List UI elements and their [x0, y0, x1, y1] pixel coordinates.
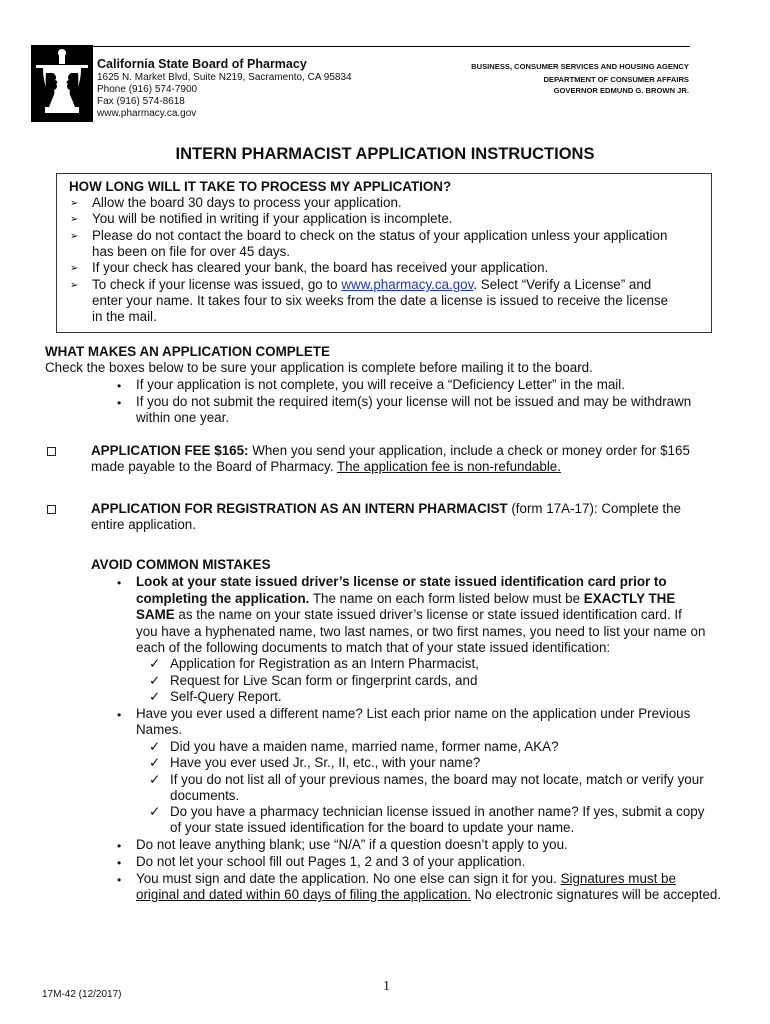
complete-intro: Check the boxes below to be sure your application is complete before mailing it to the board. [45, 360, 593, 375]
check-icon: ✓ [149, 772, 161, 787]
mistake-bullet: Look at your state issued driver’s license or state issued identification card prior to [136, 574, 667, 589]
faq-item [92, 277, 651, 293]
header-rule [93, 46, 690, 47]
plain-text: No electronic signatures will be accepted. [471, 887, 722, 902]
arrow-bullet-icon: ➢ [70, 214, 79, 225]
bullet-icon: • [117, 379, 122, 393]
faq-item-text: To check if your license was issued, go to [92, 277, 338, 292]
org-name: California State Board of Pharmacy [97, 57, 307, 71]
faq-item-text: . Select “Verify a License” and [473, 277, 652, 292]
faq-item: You will be notified in writing if your application is incomplete. [92, 211, 453, 226]
faq-item: Please do not contact the board to check on the status of your application unless your application [92, 228, 668, 243]
org-address: 1625 N. Market Blvd, Suite N219, Sacramento, CA 95834 [97, 72, 352, 83]
check-item: Did you have a maiden name, married name, former name, AKA? [170, 739, 559, 754]
mistake-bullet: Have you ever used a different name? List each prior name on the application under Previous [136, 706, 691, 721]
fee-nonrefundable: The application fee is non-refundable. [336, 459, 561, 474]
check-icon: ✓ [149, 804, 161, 819]
registration-line [91, 501, 681, 517]
faq-item-cont: in the mail. [92, 309, 157, 324]
fee-payable: made payable to the Board of Pharmacy. [91, 459, 337, 474]
bold-text: completing the application. [136, 591, 310, 606]
faq-item-cont: has been on file for over 45 days. [92, 244, 291, 259]
bullet-icon: • [117, 873, 122, 887]
bold-text: SAME [136, 607, 175, 622]
check-item: Self-Query Report. [170, 689, 282, 704]
mistakes-heading: AVOID COMMON MISTAKES [91, 557, 271, 572]
mistake-bullet-cont: each of the following documents to match that of your state issued identification: [136, 640, 611, 655]
fee-line [91, 443, 690, 459]
registration-checkbox[interactable] [47, 505, 56, 514]
complete-heading: WHAT MAKES AN APPLICATION COMPLETE [45, 344, 330, 359]
complete-bullet-cont: within one year. [136, 410, 230, 425]
arrow-bullet-icon: ➢ [70, 263, 79, 274]
plain-text: The name on each form listed below must be [309, 591, 584, 606]
mistake-bullet-cont: Names. [136, 722, 183, 737]
org-website[interactable]: www.pharmacy.ca.gov [97, 108, 197, 119]
bullet-icon: • [117, 708, 122, 722]
plain-text: as the name on your state issued driver’s license or state issued identification card. If [174, 607, 682, 622]
registration-line-2: entire application. [91, 517, 196, 532]
fee-label: APPLICATION FEE $165: [91, 443, 249, 458]
bullet-icon: • [117, 856, 122, 870]
check-item: If you do not list all of your previous names, the board may not locate, match or verify your [170, 772, 704, 787]
fee-checkbox[interactable] [47, 447, 56, 456]
agency-line: BUSINESS, CONSUMER SERVICES AND HOUSING AGENCY [471, 62, 689, 71]
faq-item-cont: enter your name. It takes four to six weeks from the date a license is issued to receive the license [92, 293, 669, 308]
bullet-icon: • [117, 396, 122, 410]
mistake-bullet: Do not leave anything blank; use “N/A” if a question doesn’t apply to you. [136, 837, 568, 852]
mistake-bullet [136, 871, 676, 887]
mistake-bullet-cont [136, 887, 721, 903]
form-code: 17M-42 (12/2017) [42, 989, 122, 1000]
agency-line: GOVERNOR EDMUND G. BROWN JR. [553, 86, 689, 95]
faq-item: Allow the board 30 days to process your application. [92, 195, 402, 210]
check-icon: ✓ [149, 739, 161, 754]
board-of-pharmacy-logo-icon [31, 45, 93, 122]
bullet-icon: • [117, 839, 122, 853]
org-fax: Fax (916) 574-8618 [97, 96, 185, 107]
pharmacy-website-link[interactable]: www.pharmacy.ca.gov [341, 277, 474, 292]
mistake-bullet: Do not let your school fill out Pages 1, 2 and 3 of your application. [136, 854, 526, 869]
arrow-bullet-icon: ➢ [70, 280, 79, 291]
complete-bullet: If your application is not complete, you will receive a “Deficiency Letter” in the mail. [136, 377, 625, 392]
fee-line-2 [91, 459, 561, 475]
check-item-cont: of your state issued identification for the board to update your name. [170, 820, 575, 835]
page-number: 1 [383, 979, 390, 994]
complete-bullet: If you do not submit the required item(s) your license will not be issued and may be withdrawn [136, 394, 692, 409]
bold-text: EXACTLY THE [583, 591, 676, 606]
underlined-text: Signatures must be [560, 871, 676, 886]
arrow-bullet-icon: ➢ [70, 198, 79, 209]
check-item: Have you ever used Jr., Sr., II, etc., with your name? [170, 755, 481, 770]
document-title: INTERN PHARMACIST APPLICATION INSTRUCTIONS [175, 145, 595, 163]
plain-text: You must sign and date the application. No one else can sign it for you. [136, 871, 561, 886]
check-item: Application for Registration as an Intern Pharmacist, [170, 656, 479, 671]
faq-item: If your check has cleared your bank, the board has received your application. [92, 260, 549, 275]
check-item: Request for Live Scan form or fingerprint cards, and [170, 673, 478, 688]
fee-text: When you send your application, include a check or money order for $165 [248, 443, 690, 458]
arrow-bullet-icon: ➢ [70, 231, 79, 242]
org-phone: Phone (916) 574-7900 [97, 84, 198, 95]
check-icon: ✓ [149, 673, 161, 688]
underlined-text: original and dated within 60 days of filing the application. [136, 887, 471, 902]
check-item-cont: documents. [170, 788, 240, 803]
mistake-bullet-cont [136, 591, 675, 607]
registration-label: APPLICATION FOR REGISTRATION AS AN INTERN PHARMACIST [91, 501, 508, 516]
check-item: Do you have a pharmacy technician license issued in another name? If yes, submit a copy [170, 804, 705, 819]
check-icon: ✓ [149, 755, 161, 770]
check-icon: ✓ [149, 656, 161, 671]
bullet-icon: • [117, 576, 122, 590]
faq-heading: HOW LONG WILL IT TAKE TO PROCESS MY APPLICATION? [69, 179, 452, 194]
check-icon: ✓ [149, 689, 161, 704]
mistake-bullet-cont [136, 607, 682, 623]
mistake-bullet-cont: you have a hyphenated name, two last names, or two first names, you need to list your name on [136, 624, 706, 639]
registration-text: (form 17A-17): Complete the [507, 501, 681, 516]
agency-line: DEPARTMENT OF CONSUMER AFFAIRS [543, 75, 689, 84]
